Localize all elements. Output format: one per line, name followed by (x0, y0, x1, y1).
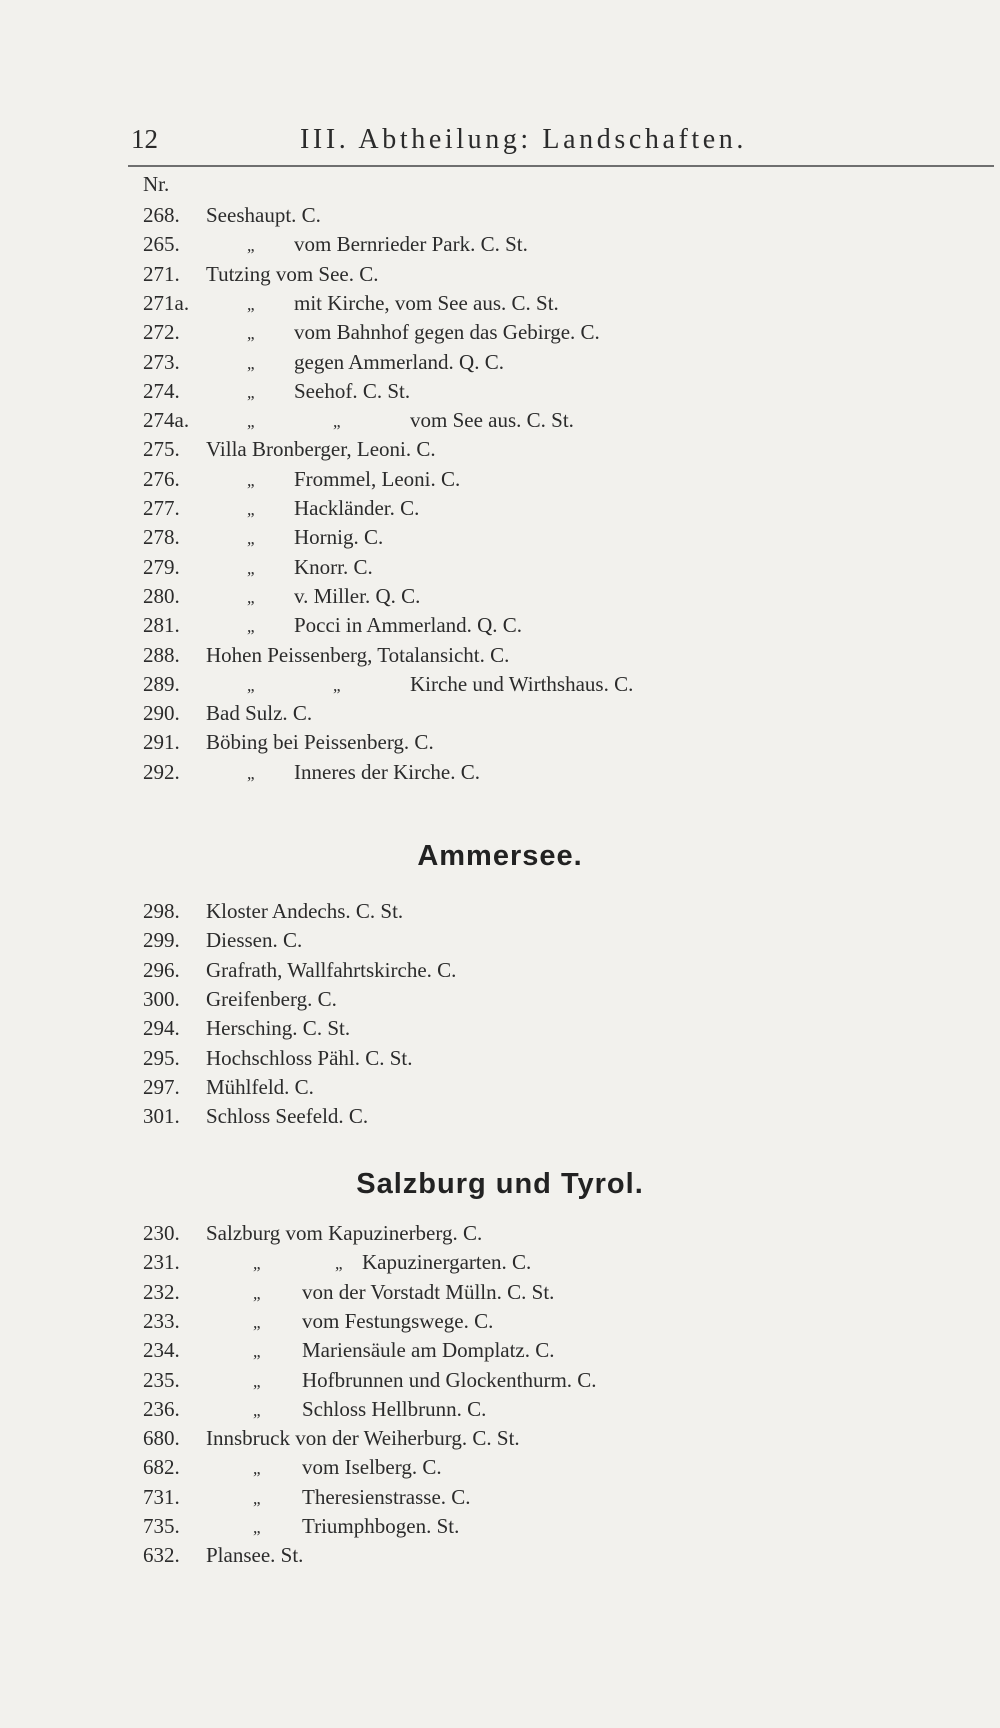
entry-number: 288. (143, 643, 180, 667)
entry-number: 295. (143, 1046, 180, 1070)
ditto-mark: „ (335, 1254, 343, 1273)
ditto-mark: „ (247, 764, 255, 783)
entry-number: 236. (143, 1397, 180, 1421)
entry-number: 300. (143, 987, 180, 1011)
entry-number: 632. (143, 1543, 180, 1567)
ditto-mark: „ (247, 295, 255, 314)
catalog-entry (0, 958, 1000, 987)
catalog-entry (0, 1514, 1000, 1543)
catalog-entry (0, 1485, 1000, 1514)
ditto-mark: „ (247, 412, 255, 431)
ditto-mark: „ (253, 1342, 261, 1361)
entry-text: Schloss Seefeld. C. (206, 1104, 369, 1128)
ditto-mark: „ (253, 1254, 261, 1273)
entry-text: v. Miller. Q. C. (294, 584, 421, 608)
entry-text: Hohen Peissenberg, Totalansicht. C. (206, 643, 510, 667)
ditto-mark: „ (333, 676, 341, 695)
entry-text: Greifenberg. C. (206, 987, 337, 1011)
entry-number: 231. (143, 1250, 180, 1274)
entry-number: 235. (143, 1368, 180, 1392)
catalog-entry (0, 203, 1000, 232)
ditto-mark: „ (253, 1313, 261, 1332)
catalog-entry (0, 1426, 1000, 1455)
catalog-entry (0, 408, 1000, 437)
entry-number: 297. (143, 1075, 180, 1099)
entry-text: Kapuzinergarten. C. (362, 1250, 532, 1274)
catalog-entry (0, 899, 1000, 928)
ditto-mark: „ (247, 354, 255, 373)
entry-number: 234. (143, 1338, 180, 1362)
entry-number: 271. (143, 262, 180, 286)
entry-number: 277. (143, 496, 180, 520)
catalog-entry (0, 1397, 1000, 1426)
entry-number: 276. (143, 467, 180, 491)
ditto-mark: „ (253, 1518, 261, 1537)
catalog-entry (0, 1075, 1000, 1104)
entry-text: vom Bahnhof gegen das Gebirge. C. (294, 320, 600, 344)
catalog-entry (0, 1250, 1000, 1279)
entry-text: Mariensäule am Domplatz. C. (302, 1338, 555, 1362)
ditto-mark: „ (333, 412, 341, 431)
catalog-entry (0, 1104, 1000, 1133)
entry-text: Pocci in Ammerland. Q. C. (294, 613, 523, 637)
entry-number: 279. (143, 555, 180, 579)
entry-text: Plansee. St. (206, 1543, 304, 1567)
entry-text: Bad Sulz. C. (206, 701, 313, 725)
entry-text: Salzburg vom Kapuzinerberg. C. (206, 1221, 483, 1245)
entry-number: 275. (143, 437, 180, 461)
ditto-mark: „ (247, 383, 255, 402)
entry-text: Hochschloss Pähl. C. St. (206, 1046, 413, 1070)
entry-text: Triumphbogen. St. (302, 1514, 460, 1538)
entry-text: Knorr. C. (294, 555, 373, 579)
entry-number: 233. (143, 1309, 180, 1333)
entry-number: 271a. (143, 291, 190, 315)
header-rule (128, 165, 994, 167)
catalog-entry (0, 320, 1000, 349)
catalog-entry (0, 232, 1000, 261)
entry-text: mit Kirche, vom See aus. C. St. (294, 291, 559, 315)
entry-number: 682. (143, 1455, 180, 1479)
entry-number: 735. (143, 1514, 180, 1538)
entry-text: Hornig. C. (294, 525, 384, 549)
catalog-entry (0, 730, 1000, 759)
entry-number: 294. (143, 1016, 180, 1040)
entry-number: 273. (143, 350, 180, 374)
entry-text: Innsbruck von der Weiherburg. C. St. (206, 1426, 520, 1450)
entry-number: 272. (143, 320, 180, 344)
ditto-mark: „ (247, 324, 255, 343)
ditto-mark: „ (247, 471, 255, 490)
entry-text: vom Festungswege. C. (302, 1309, 494, 1333)
entry-number: 731. (143, 1485, 180, 1509)
ditto-mark: „ (253, 1459, 261, 1478)
entry-text: Frommel, Leoni. C. (294, 467, 461, 491)
entry-number: 290. (143, 701, 180, 725)
catalog-entry (0, 928, 1000, 957)
entry-number: 680. (143, 1426, 180, 1450)
entry-text: Schloss Hellbrunn. C. (302, 1397, 487, 1421)
catalog-entry (0, 1309, 1000, 1338)
entry-number: 292. (143, 760, 180, 784)
entry-text: Diessen. C. (206, 928, 303, 952)
entry-text: Hersching. C. St. (206, 1016, 351, 1040)
entry-text: vom Bernrieder Park. C. St. (294, 232, 528, 256)
entry-number: 296. (143, 958, 180, 982)
section-title: Salzburg und Tyrol. (356, 1168, 644, 1200)
ditto-mark: „ (247, 500, 255, 519)
entry-text: Theresienstrasse. C. (302, 1485, 471, 1509)
catalog-entry (0, 584, 1000, 613)
catalog-entry (0, 379, 1000, 408)
catalog-entry (0, 1543, 1000, 1572)
entry-text: Mühlfeld. C. (206, 1075, 314, 1099)
entry-number: 274. (143, 379, 180, 403)
catalog-entry (0, 525, 1000, 554)
catalog-entry (0, 1455, 1000, 1484)
catalog-entry (0, 496, 1000, 525)
entry-text: von der Vorstadt Mülln. C. St. (302, 1280, 555, 1304)
catalog-entry (0, 701, 1000, 730)
catalog-entry (0, 1280, 1000, 1309)
catalog-entry (0, 437, 1000, 466)
entry-number: 298. (143, 899, 180, 923)
entry-text: Kloster Andechs. C. St. (206, 899, 404, 923)
catalog-entry (0, 1338, 1000, 1367)
entry-text: Inneres der Kirche. C. (294, 760, 481, 784)
ditto-mark: „ (253, 1284, 261, 1303)
number-column-label: Nr. (143, 172, 170, 196)
entry-text: Seehof. C. St. (294, 379, 411, 403)
entry-number: 291. (143, 730, 180, 754)
entry-text: Kirche und Wirthshaus. C. (410, 672, 634, 696)
catalog-entry (0, 1221, 1000, 1250)
entry-text: vom Iselberg. C. (302, 1455, 442, 1479)
ditto-mark: „ (247, 676, 255, 695)
catalog-entry (0, 467, 1000, 496)
catalog-entry (0, 1016, 1000, 1045)
entry-number: 280. (143, 584, 180, 608)
entry-number: 281. (143, 613, 180, 637)
ditto-mark: „ (247, 529, 255, 548)
entry-text: gegen Ammerland. Q. C. (294, 350, 504, 374)
entry-number: 265. (143, 232, 180, 256)
entry-text: Tutzing vom See. C. (206, 262, 379, 286)
catalog-entry (0, 262, 1000, 291)
entry-text: Hackländer. C. (294, 496, 420, 520)
ditto-mark: „ (253, 1372, 261, 1391)
entry-number: 299. (143, 928, 180, 952)
entry-number: 289. (143, 672, 180, 696)
catalog-entry (0, 350, 1000, 379)
ditto-mark: „ (253, 1401, 261, 1420)
entry-text: vom See aus. C. St. (410, 408, 574, 432)
ditto-mark: „ (253, 1489, 261, 1508)
entry-number: 268. (143, 203, 180, 227)
section-title: Ammersee. (417, 840, 583, 872)
catalog-entry (0, 987, 1000, 1016)
catalog-entry (0, 643, 1000, 672)
ditto-mark: „ (247, 588, 255, 607)
entry-text: Seeshaupt. C. (206, 203, 321, 227)
page-number: 12 (131, 124, 158, 154)
catalog-entry (0, 555, 1000, 584)
catalog-entry (0, 613, 1000, 642)
catalog-entry (0, 1368, 1000, 1397)
entry-number: 232. (143, 1280, 180, 1304)
entry-number: 278. (143, 525, 180, 549)
entry-number: 274a. (143, 408, 190, 432)
catalog-entry (0, 760, 1000, 789)
catalog-entry (0, 672, 1000, 701)
entry-number: 301. (143, 1104, 180, 1128)
catalog-entry (0, 291, 1000, 320)
catalog-entry (0, 1046, 1000, 1075)
entry-text: Villa Bronberger, Leoni. C. (206, 437, 436, 461)
entry-text: Hofbrunnen und Glockenthurm. C. (302, 1368, 597, 1392)
ditto-mark: „ (247, 236, 255, 255)
ditto-mark: „ (247, 559, 255, 578)
entry-number: 230. (143, 1221, 180, 1245)
entry-text: Grafrath, Wallfahrtskirche. C. (206, 958, 457, 982)
ditto-mark: „ (247, 617, 255, 636)
entry-text: Böbing bei Peissenberg. C. (206, 730, 434, 754)
running-title: III. Abtheilung: Landschaften. (300, 124, 748, 155)
